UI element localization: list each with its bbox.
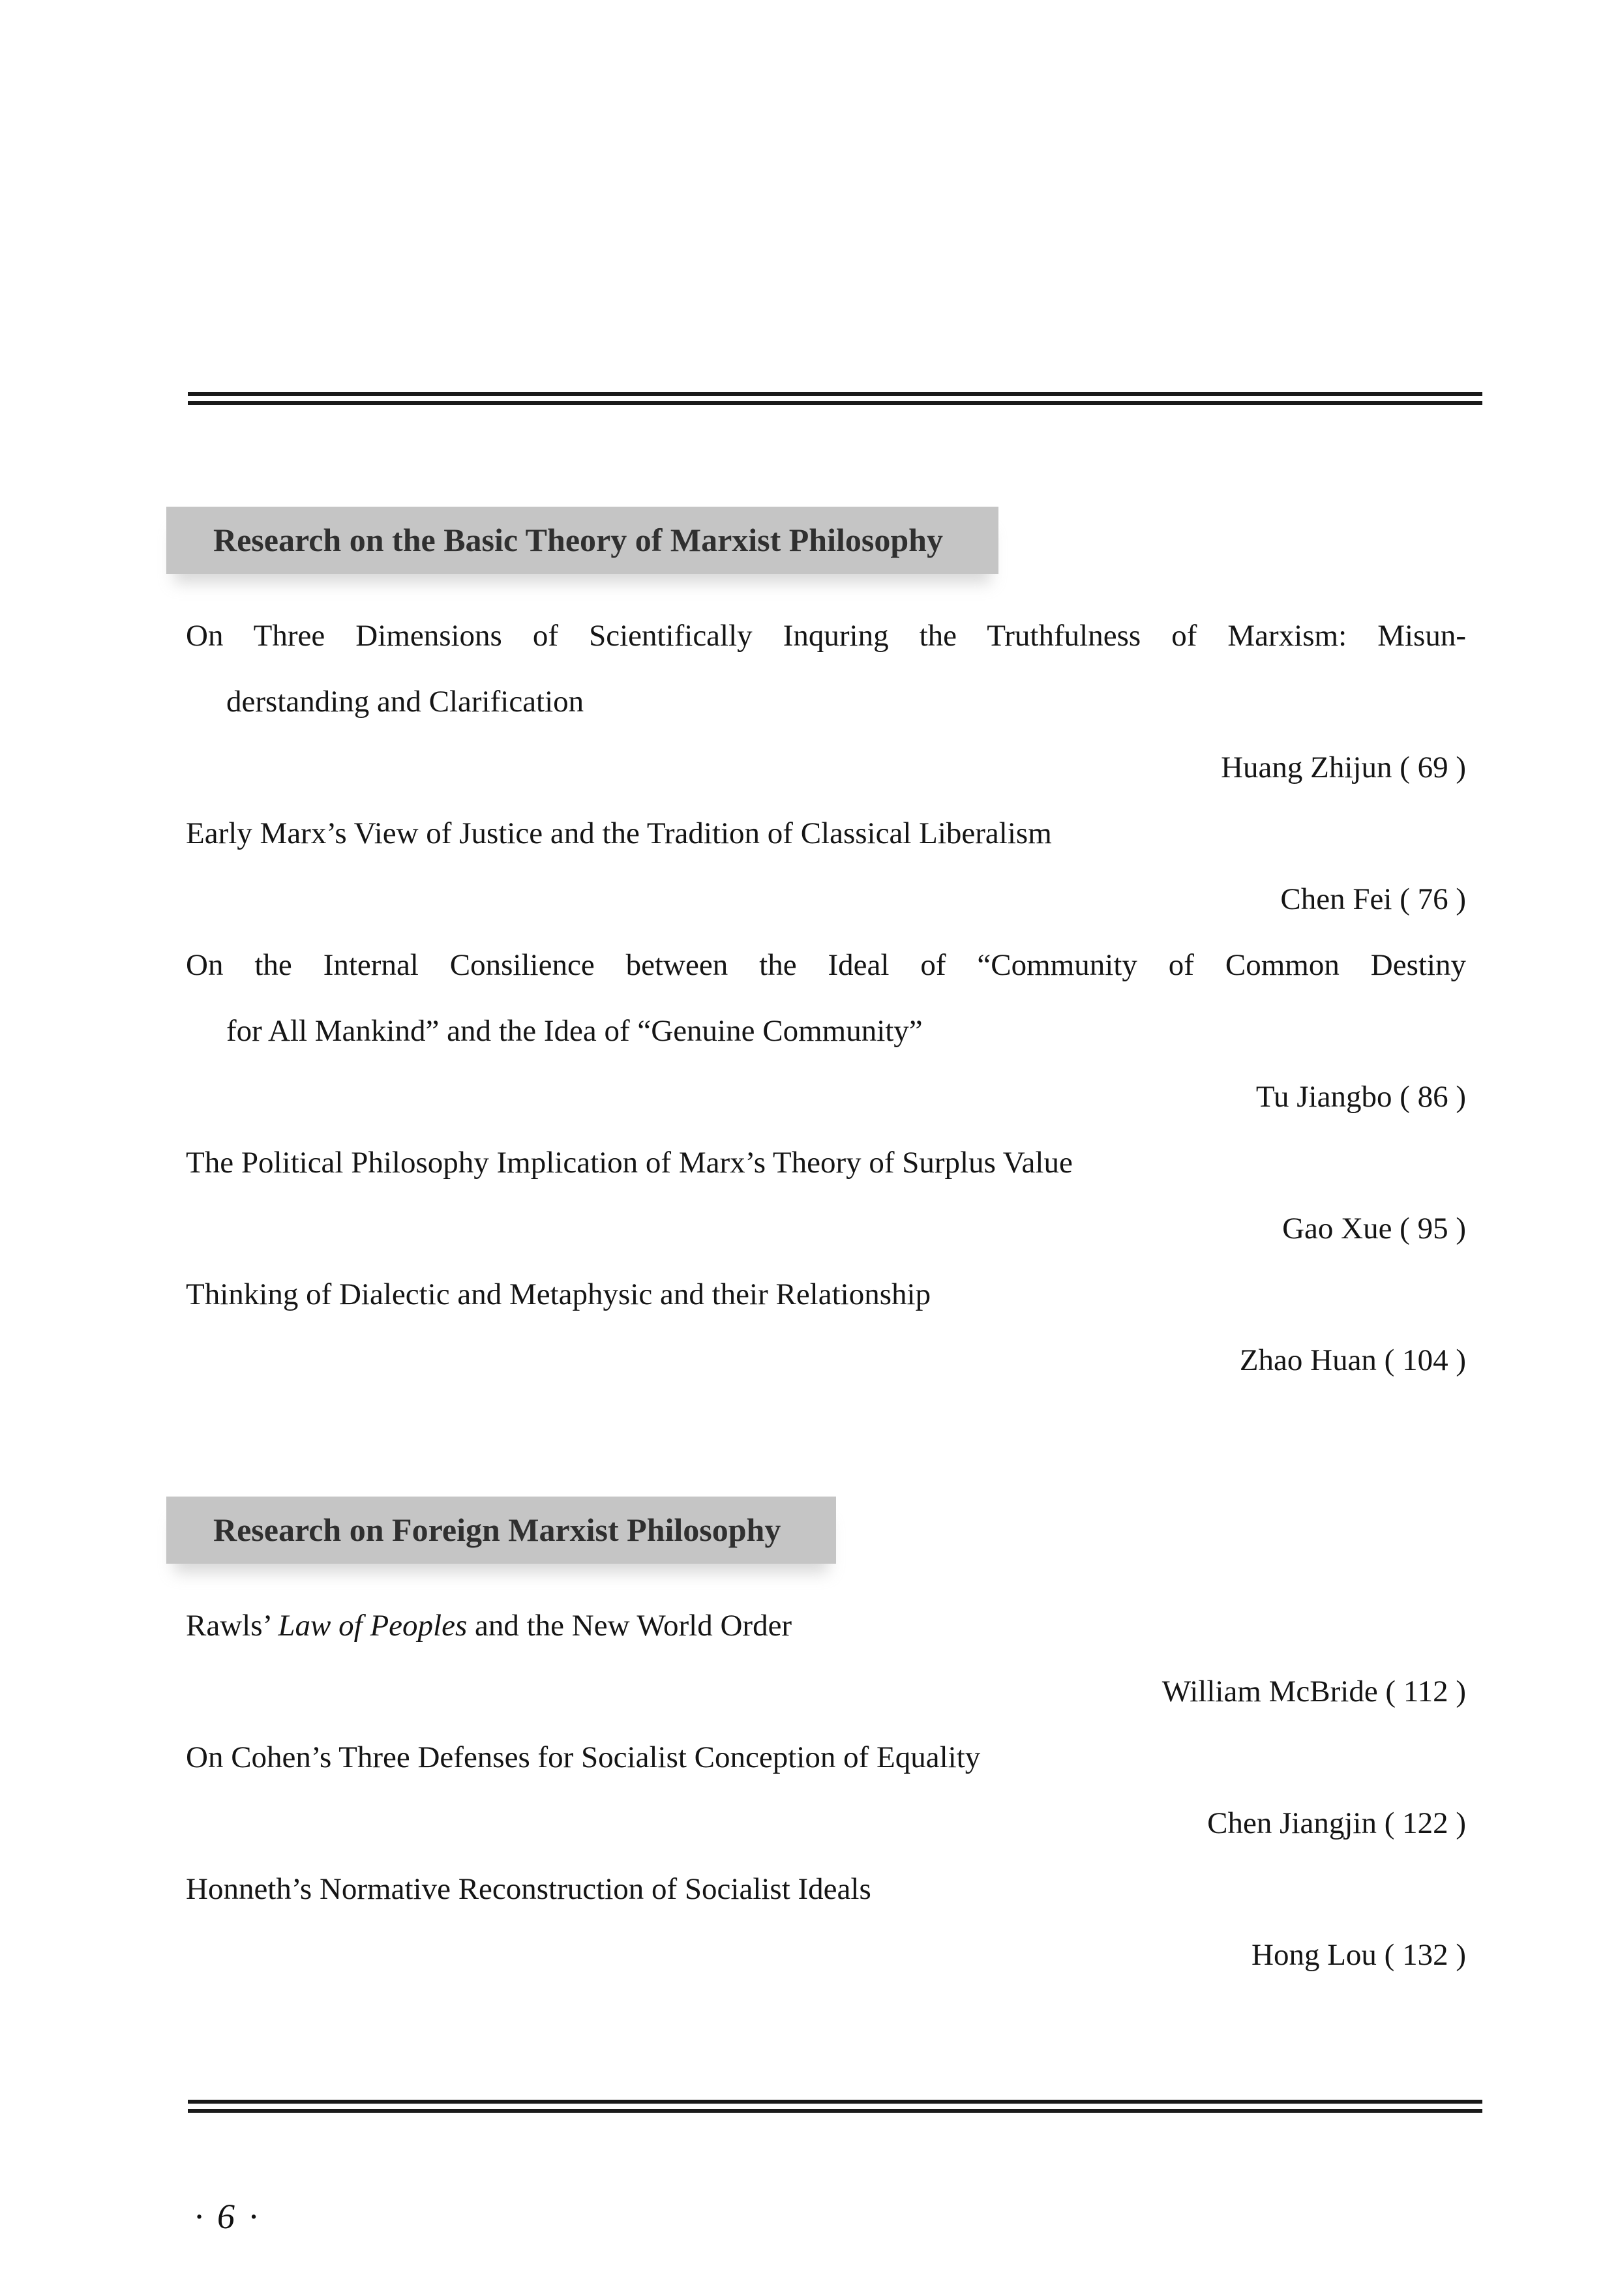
toc-entry <box>186 1262 1466 1394</box>
entry-title-line <box>186 603 1466 669</box>
entry-author-page: Huang Zhijun ( 69 ) <box>1221 751 1466 784</box>
entry-title <box>186 801 1466 867</box>
toc-entry <box>186 1130 1466 1262</box>
title-segment: The Political Philosophy Implication of Marx’s Theory of Surplus Value <box>186 1146 1073 1180</box>
entry-title <box>186 1725 1466 1791</box>
title-segment: Early Marx’s View of Justice and the Tradition of Classical Liberalism <box>186 816 1052 850</box>
top-divider <box>188 392 1482 405</box>
entry-author-page: Gao Xue ( 95 ) <box>1282 1212 1466 1245</box>
title-segment: Honneth’s Normative Reconstruction of Socialist Ideals <box>186 1872 871 1906</box>
entry-author-page: William McBride ( 112 ) <box>1161 1675 1466 1708</box>
section-header-band <box>166 507 998 574</box>
title-segment: for All Mankind” and the Idea of “Genuine Community” <box>226 1014 923 1048</box>
title-segment: and the New World Order <box>467 1609 792 1643</box>
entry-title <box>186 1130 1466 1196</box>
entry-title-line <box>186 801 1466 867</box>
toc-entry <box>186 801 1466 932</box>
section-entries <box>186 1593 1466 1988</box>
section-header-label: Research on Foreign Marxist Philosophy <box>213 1512 781 1548</box>
entry-title-line <box>186 1130 1466 1196</box>
entry-title-line <box>186 1856 1466 1922</box>
toc-entry <box>186 1725 1466 1856</box>
entry-title-line <box>186 998 1466 1064</box>
title-segment: On Cohen’s Three Defenses for Socialist Conception of Equality <box>186 1740 981 1774</box>
toc-entry <box>186 932 1466 1130</box>
section-entries <box>186 603 1466 1394</box>
toc-entry <box>186 1856 1466 1988</box>
toc-section <box>166 1497 1466 1988</box>
section-header-band <box>166 1497 836 1564</box>
section-header-label: Research on the Basic Theory of Marxist Philosophy <box>213 522 943 558</box>
entry-title-line <box>186 669 1466 735</box>
entry-title-line <box>186 1725 1466 1791</box>
title-segment: Rawls’ <box>186 1609 278 1643</box>
title-segment: derstanding and Clarification <box>226 685 584 719</box>
bottom-divider <box>188 2100 1482 2113</box>
entry-title <box>186 603 1466 735</box>
entry-author-page: Chen Jiangjin ( 122 ) <box>1207 1806 1466 1840</box>
title-segment: Thinking of Dialectic and Metaphysic and their Relationship <box>186 1277 931 1311</box>
toc-section <box>166 507 1466 1394</box>
page-number: · 6 · <box>194 2197 260 2236</box>
entry-title <box>186 1856 1466 1922</box>
title-segment-italic: Law of Peoples <box>278 1609 468 1643</box>
entry-title-line <box>186 1262 1466 1328</box>
entry-title <box>186 1262 1466 1328</box>
toc-entry <box>186 603 1466 801</box>
entry-author-page: Zhao Huan ( 104 ) <box>1239 1343 1466 1377</box>
entry-title <box>186 1593 1466 1659</box>
entry-author-page: Chen Fei ( 76 ) <box>1280 882 1466 916</box>
toc-entry <box>186 1593 1466 1725</box>
entry-author-page: Tu Jiangbo ( 86 ) <box>1255 1080 1466 1114</box>
entry-author-page: Hong Lou ( 132 ) <box>1251 1938 1466 1972</box>
entry-title-line <box>186 932 1466 998</box>
title-segment: On Three Dimensions of Scientifically Inquring the Truthfulness of Marxism: Misun- <box>186 619 1466 653</box>
toc-sections <box>166 507 1466 1988</box>
entry-title <box>186 932 1466 1064</box>
entry-title-line <box>186 1593 1466 1659</box>
title-segment: On the Internal Consilience between the Ideal of “Community of Common Destiny <box>186 948 1466 982</box>
